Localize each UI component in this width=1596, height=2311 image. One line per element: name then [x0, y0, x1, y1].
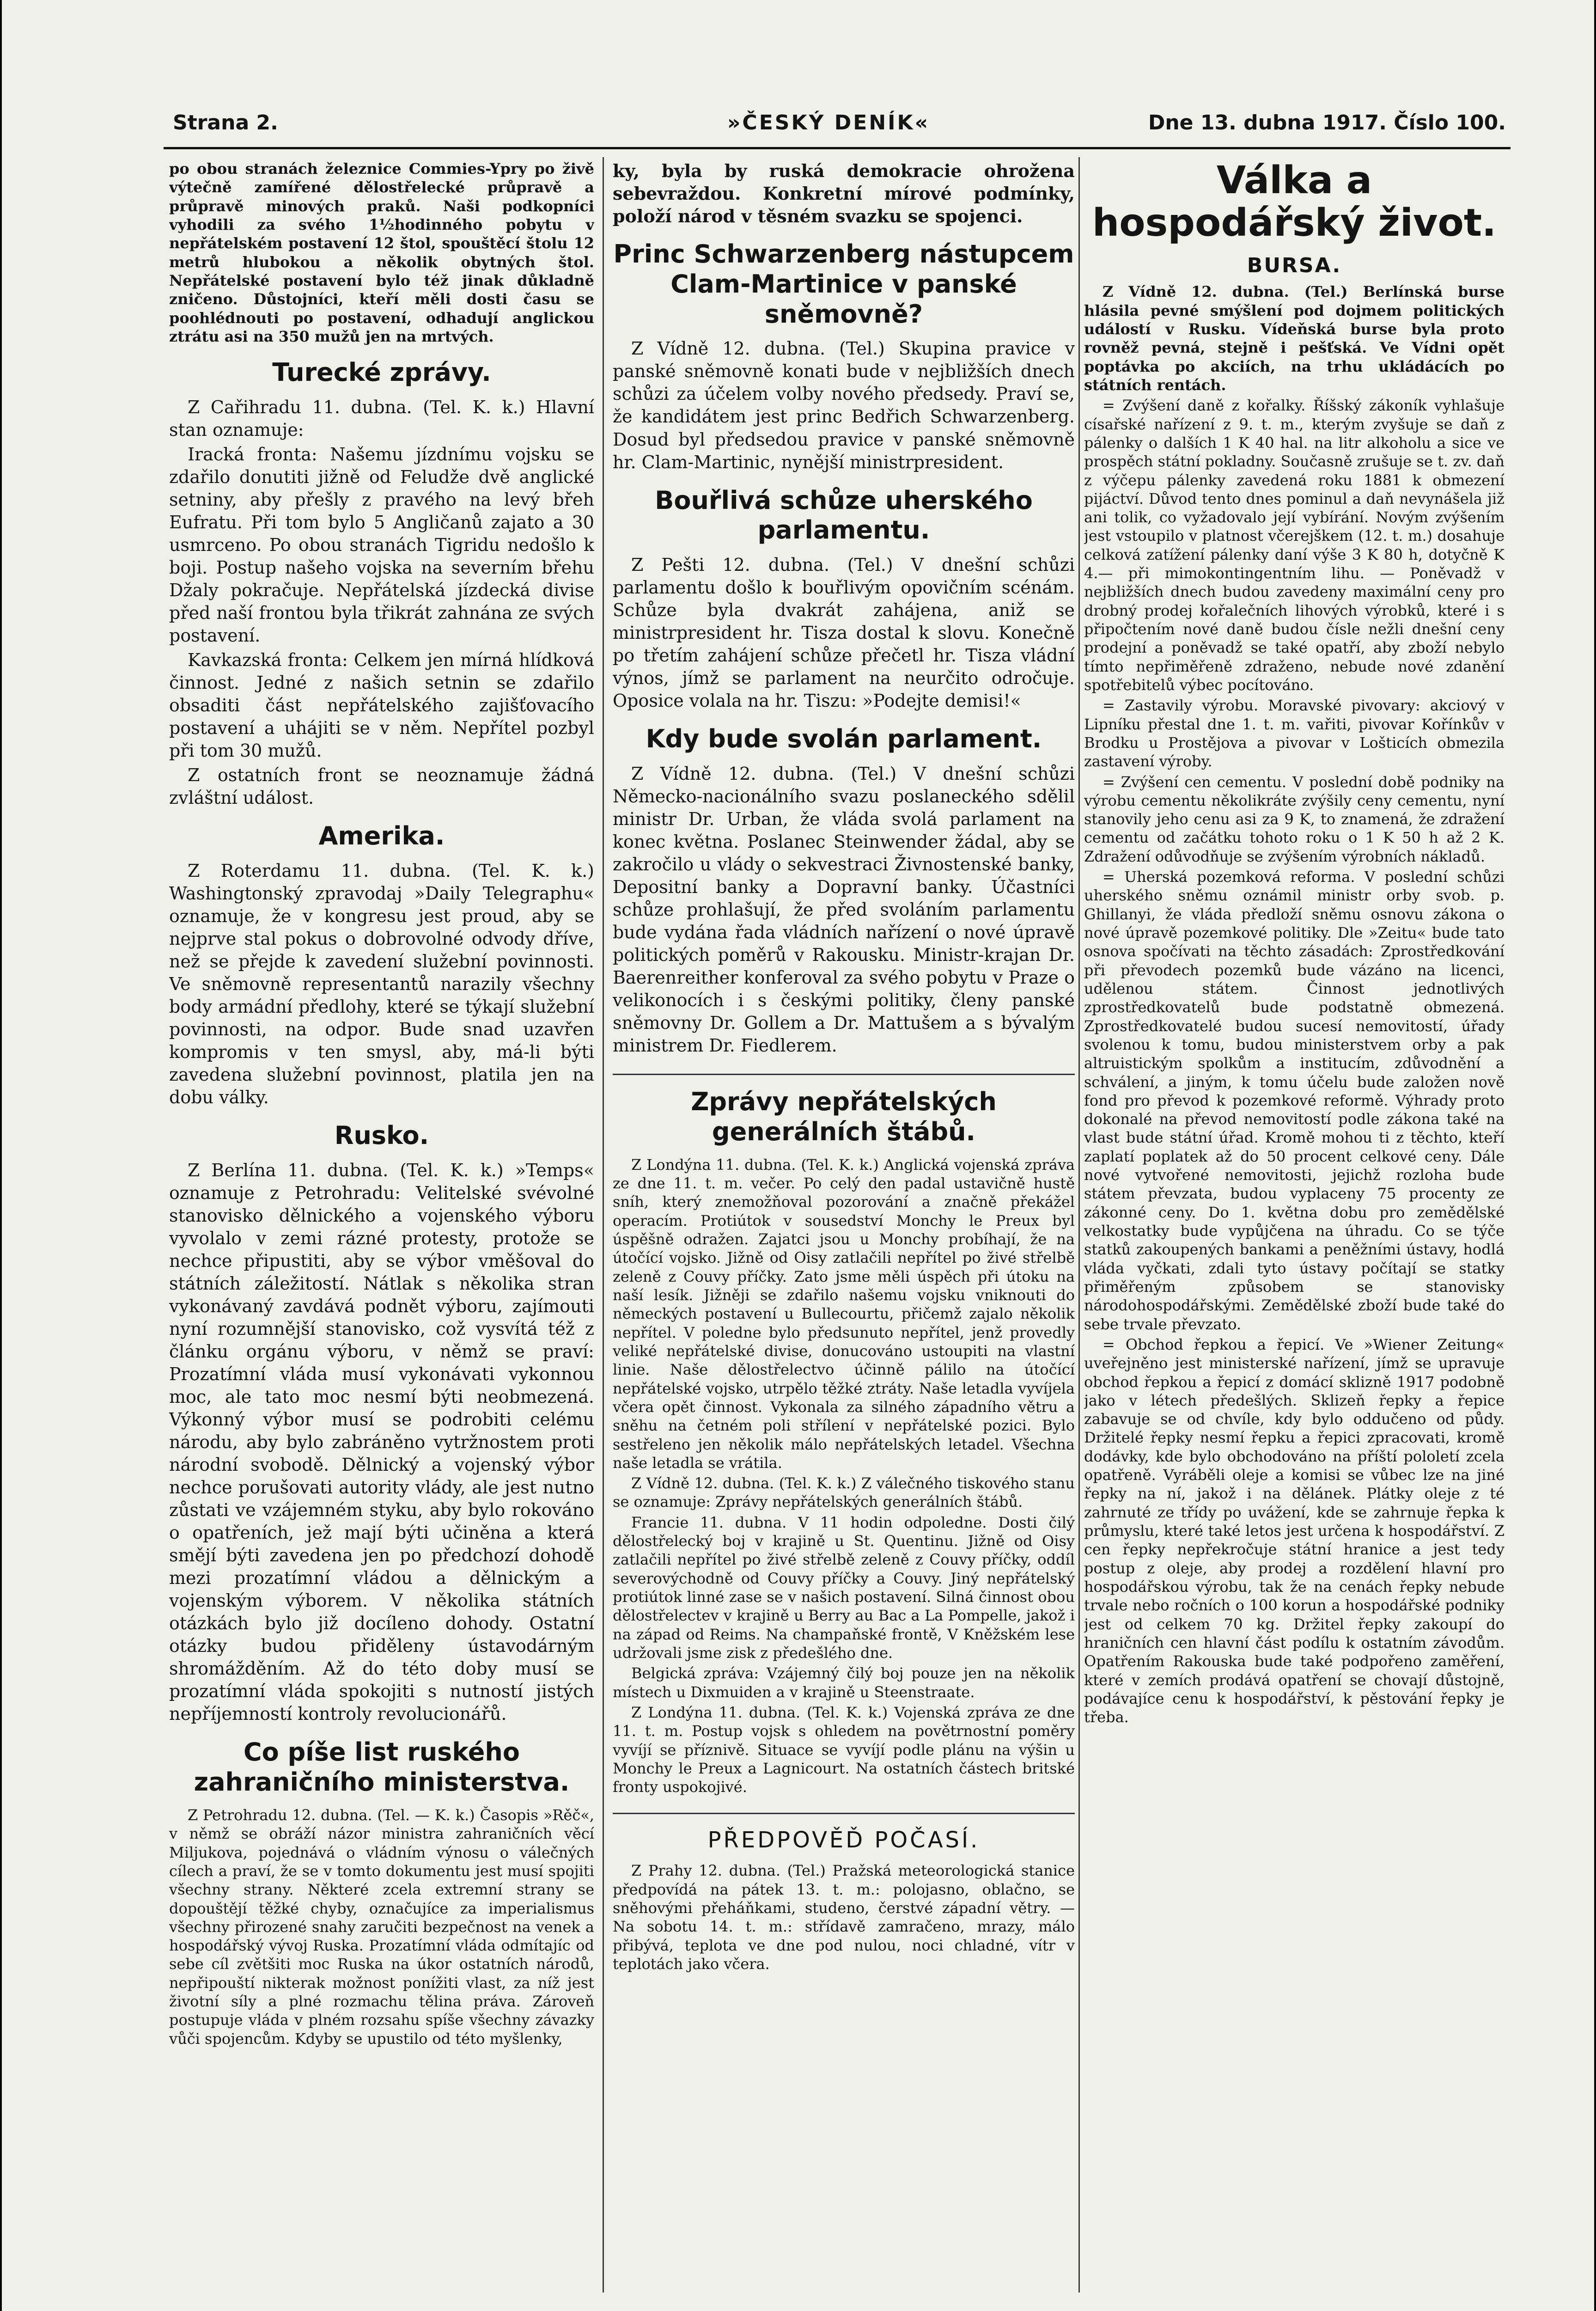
section-rule [613, 1074, 1075, 1075]
paragraph: Francie 11. dubna. V 11 hodin odpoledne. Dosti čilý dělostřelecký boj v krajině u St. Quentinu. Jižně od Oisy zatlačili nepřítel po živé střelbě zeleně z Couvy příčky, oddíl severovýchodně od Couvy příčky a Couvy. Jiný nepřátelský protiútok linné zase se v našich postavení. Silná činnost obou dělostřelectev v krajině u Berry au Bac a La Pompelle, jakož i na západ od Reims. Na champaňské frontě, V Kněžském lese udržovali jsme zisk z předešlého dne. [613, 1513, 1075, 1662]
paragraph: Z Pešti 12. dubna. (Tel.) V dnešní schůzi parlamentu došlo k bouřlivým opovičním scénám. Schůze byla dvakrát zahájena, aniž se ministrpresident hr. Tisza dostal k slovu. Konečně po třetím zahájení schůze přečetl hr. Tisza vládní výnos, jímž se parlament na neurčito odročuje. Oposice volala na hr. Tiszu: »Podejte demisi!« [613, 555, 1075, 711]
column-1 [169, 159, 594, 2281]
column-divider [1078, 157, 1080, 2293]
paragraph: Z Vídně 12. dubna. (Tel.) Berlínská burse hlásila pevné smýšlení pod dojmem politických událostí v Rusku. Vídeňská burse byla proto rovněž pevná, stejně i pešťská. Ve Vídni opět poptávka po akciích, na trhu ukládácích po státních rentách. [1084, 283, 1505, 394]
column-3 [1084, 159, 1505, 2281]
paragraph: = Zvýšení cen cementu. V poslední době podniky na výrobu cementu několikráte zvýšily ceny cementu, nyní stanovily jeho cenu asi za 9 K, to znamená, že zdražení cementu od začátku tohoto roku o 1 K 50 h až 2 K. Zdražení odůvodňuje se zvýšením výrobních nákladů. [1084, 773, 1505, 865]
paragraph: = Uherská pozemková reforma. V poslední schůzi uherského sněmu oznámil ministr orby svob. p. Ghillanyi, že vláda předloží sněmu osnovu zákona o nové úpravě pozemkové politiky. Dle »Zeitu« bude tato osnova spočívati na těchto zásadách: Zprostředkování při převodech pozemků bude vázáno na licenci, udělenou státem. Činnost jednotlivých zprostředkovatelů bude podstatně obmezená. Zprostředkovatelé budou sucesí nemovitostí, úřady svolenou k tomu, budou ministerstvem orby a pak altruistickým spolkům a institucím, zdůvodnění a schválení, a jiným, k tomu účelu bude založen nově fond pro převod k pozemkové reformě. Výhrady proto dokonalé na převod nemovitostí podle zákona také na vlast bude státní úřad. Kromě mohou ti z těchto, kteří zaplatí poplatek až do 50 procent celkové ceny. Dále nové vytvořené nemovitosti, jejichž rozloha bude státem převzata, budou vyplaceny 75 procenty ze zákonné ceny. Do 1. května dobu pro zemědělské velkostatky bude vypůjčena na úhradu. Co se týče statků zakoupených bankami a peněžními ústavy, hodlá vláda vyčkati, zdali tyto ústavy počítají se statky přiměřeným způsobem se stanovisky národohospodářskými. Zemědělské zboží bude také do sebe trvale převzato. [1084, 868, 1505, 1333]
heading-princ-schwarzenberg: Princ Schwarzenberg nástupcem Clam-Martinice v panské sněmovně? [613, 239, 1074, 329]
article-continuation: ky, byla by ruská demokracie ohrožena sebevraždou. Konkretní mírové podmínky, položí národ v těsném svazku se spojenci. [613, 160, 1075, 227]
paragraph: Z Londýna 11. dubna. (Tel. K. k.) Vojenská zpráva ze dne 11. t. m. Postup vojsk s ohledem na povětrnostní poměry vyvíjí se příznivě. Situace se vyvíjí podle plánu na výšin u Monchy le Preux a Lagnicourt. Na ostatních částech britské fronty uspokojivé. [613, 1703, 1075, 1796]
paragraph: Z Vídně 12. dubna. (Tel.) V dnešní schůzi Německo-nacionálního svazu poslaneckého sdělil ministr Dr. Urban, že vláda svolá parlament na konec května. Poslanec Steinwender žádal, aby se zakročilo u vlády o sekvestraci Živnostenské banky, Depositní banky a Dopravní banky. Účastníci schůze prohlašují, že před svoláním parlamentu bude vydána řada vládních nařízení o nové úpravě politických poměrů v Rakousku. Ministr-krajan Dr. Baerenreither konferoval za svého pobytu v Praze o velikonocích i s českými politiky, členy panské sněmovny Dr. Gollem a Dr. Mattušem a s bývalým ministrem Dr. Fiedlerem. [613, 764, 1075, 1056]
paragraph: = Zastavily výrobu. Moravské pivovary: akciový v Lipníku přestal dne 1. t. m. vařiti, pivovar Kořínkův v Brodku u Prostějova a pivovar v Lošticích obmezila zastavení výroby. [1084, 697, 1505, 770]
heading-co-pise-list: Co píše list ruského zahraničního ministerstva. [194, 1737, 570, 1797]
paragraph: Kavkazská fronta: Celkem jen mírná hlídková činnost. Jedné z našich setnin se zdařilo obsaditi část nepřátelského zajišťovacího postavení a uhájiti se v něm. Nepřítel pozbyl při tom 30 mužů. [169, 650, 594, 761]
paragraph: Z ostatních front se neoznamuje žádná zvláštní událost. [169, 765, 594, 808]
page-number: Strana 2. [173, 111, 278, 135]
paragraph: Z Londýna 11. dubna. (Tel. K. k.) Anglická vojenská zpráva ze dne 11. t. m. večer. Po celý den padal ustavičně hustě sníh, který znemožňoval pozorování a značně překážel operacím. Protiútok v sousedství Monchy le Preux byl úspěšně odražen. Zajatci jsou u Monchy probíhají, že na útočící vojsko. Jižně od Oisy zatlačili nepřítel po živé střelbě zeleně z Couvy příčky. Zato jsme měli úspěch při útoku na naší lesík. Jižněji se zdařilo našemu vojsku vniknouti do německých postavení u Bullecourtu, přičemž zajalo několik nepřítel. V poledne bylo předsunuto nepřítel, jenž provedly veliké nepřátelské divise, donucováno ustoupiti na vlastní linie. Naše dělostřelectvo účinně pálilo na útočící nepřátelské vojsko, utrpělo těžké ztráty. Naše letadla vyvíjela včera opět činnost. Vykonala za silného západního větru a sněhu na četném poli střílení v nepřátelské pozici. Bylo sestřeleno jen několik málo nepřátelských letadel. Všechna naše letadla se vrátila. [613, 1156, 1075, 1472]
newspaper-title: »ČESKÝ DENÍK« [727, 111, 930, 135]
heading-zpravy-nepratelskych: Zprávy nepřátelských generálních štábů. [691, 1087, 997, 1147]
column-divider [603, 157, 604, 2293]
paragraph: = Obchod řepkou a řepicí. Ve »Wiener Zeitung« uveřejněno jest ministerské nařízení, jímž se upravuje obchod řepkou a řepicí z domácí sklizně 1917 podobně jako v létech předešlých. Sklizeň řepky a řepice zabavuje se od chvíle, kdy bylo oddučeno od půdy. Držitelé řepky nesmí řepku a řepici zpracovati, kromě dodávky, kde bylo obchodováno na příští pololetí zcela opatřeně. Vyráběli oleje a komisi se vůbec lze na jiné řepky na ní, jakož i na dělánek. Plátky oleje z té zahrnuté ze třídy po uvážení, kde se zahrnuje řepka k průmyslu, které také letos jest určena k hospodářství. Z cen řepky nepřekročuje státní hranice a jest tedy postup z oleje, aby prodej a rozdělení hlavní pro hospodářskou výrobu, tak že na cenách řepky nebude trvale nebo ročních o 100 korun a hospodářské podniky jest od celkem 70 kg. Držitel řepky zakoupí do hraničních cen hlavní část podílu k ostatním závodům. Opatřením Rakouska bude také podpořeno zaměření, které v zemích prodává opatření se chovají důstojně, podávajíce cenu k hospodářství, k pěstování řepky je třeba. [1084, 1335, 1505, 1726]
paragraph: = Zvýšení daně z kořalky. Říšský zákoník vyhlašuje císařské nařízení z 9. t. m., kterým zvyšuje se daň z pálenky o dalších 1 K 40 hal. na litr alkoholu a sice ve prospěch státní pokladny. Současně zrušuje se t. zv. daň z výčepu pálenky zavedená roku 1881 k obmezení pijáctví. Důvod tento dnes pominul a daň nevynášela již ani tolik, co vyžadovalo její vybírání. Novým zvýšením jest vstoupilo v platnost včerejškem (12. t. m.) dosahuje celková zatížení pálenky daní výše 3 K 80 h, dotyčně K 4.— při mimokontingentním lihu. — Poněvadž v nejbližších dnech budou zavedeny maximální ceny pro drobný prodej kořalečních lihových výrobků, které i s připočtením nové daně budou čísle nežli dnešní ceny prodejní a poněvadž se také opatří, aby zboží nebylo tímto nepřiměřeně zdraženo, nebude nové zdanění spotřebitelů výbec pocítováno. [1084, 397, 1505, 694]
article-continuation: po obou stranách železnice Commies-Ypry po živě výtečně zamířené dělostřelecké průpravě a průpravě minových praků. Naši podkopníci vyhodili za svého 1½hodinného pobytu v nepřátelském postavení 12 štol, spouštěcí štolu 12 metrů hlubokou a několik obytných štol. Nepřátelské postavení bylo též jinak důkladně zničeno. Důstojníci, kteří měli dosti času se poohlédnouti po postavení, odhadují anglickou ztrátu asi na 350 mužů jen na mrtvých. [169, 160, 594, 345]
masthead-rule [164, 147, 1511, 149]
paragraph: Z Vídně 12. dubna. (Tel.) Skupina pravice v panské sněmovně konati bude v nejbližších dnech schůzi za účelem volby nového předsedy. Praví se, že kandidátem jest princ Bedřich Schwarzenberg. Dosud byl předsedou pravice v panské sněmovně hr. Clam-Martinic, nynější ministrpresident. [613, 338, 1075, 472]
section-rule [613, 1813, 1075, 1814]
paragraph: Iracká fronta: Našemu jízdnímu vojsku se zdařilo donutiti jižně od Feludže dvě anglické setniny, aby přešly z pravého na levý břeh Eufratu. Při tom bylo 5 Angličanů zajato a 30 usmrceno. Po obou stranách Tigridu nedošlo k boji. Postup našeho vojska na severním břehu Džaly pokračuje. Nepřátelská jízdecká divise před naší frontou byla třikrát zahnána ze svých postavení. [169, 444, 594, 646]
subheading-bursa: BURSA. [1247, 253, 1342, 277]
masthead [164, 111, 1511, 139]
heading-turecke-zpravy: Turecké zprávy. [272, 358, 491, 387]
paragraph: Z Vídně 12. dubna. (Tel. K. k.) Z válečného tiskového stanu se oznamuje: Zprávy nepřátelských generálních štábů. [613, 1474, 1075, 1511]
column-2 [613, 159, 1075, 2281]
paragraph: Belgická zpráva: Vzájemný čilý boj pouze jen na několik místech u Dixmuiden a v krajině u Steenstraate. [613, 1664, 1075, 1701]
newspaper-page [2, 0, 1594, 2311]
paragraph: Z Prahy 12. dubna. (Tel.) Pražská meteorologická stanice předpovídá na pátek 13. t. m.: polojasno, oblačno, se sněhovými přeháňkami, studeno, čerstvé západní větry. — Na sobotu 14. t. m.: střídavě zamračeno, mrazy, málo přibývá, teplota ve dne pod nulou, noci chladné, vítr v teplotách jako včera. [613, 1862, 1075, 1973]
heading-predpoved-pocasi: PŘEDPOVĚĎ POČASÍ. [707, 1827, 980, 1853]
heading-bourliva-schuze: Bouřlivá schůze uherského parlamentu. [655, 485, 1033, 545]
paragraph: Z Berlína 11. dubna. (Tel. K. k.) »Temps« oznamuje z Petrohradu: Velitelské svévolné stanovisko dělnického a vojenského výboru vyvolalo v zemi rázné protesty, protože se nechce připustiti, aby se výbor vměšoval do státních záležitostí. Nátlak s několika stran vykonávaný zavdává podnět výboru, zajímouti nyní rozumnější stanovisko, což vysvítá též z článku orgánu výboru, v němž se praví: Prozatímní vláda musí vykonávati vykonnou moc, ale tato moc nesmí býti neobmezená. Výkonný výbor musí se podrobiti celému národu, aby bylo zabráněno vytržnostem proti národní svobodě. Dělnický a vojenský výbor nechce porušovati autority vlády, ale jest nutno zůstati ve vzájemném styku, aby bylo rokováno o opatřeních, jež mají býti učiněna a která smějí býti zavedena jen po předchozí dohodě mezi prozatímní vládou a dělnickým a vojenským výborem. V několika státních otázkách bylo již docíleno dohody. Ostatní otázky budou přiděleny ústavodárným shromážděním. Až do této doby musí se prozatímní vláda spokojiti s nutností jistých nepříjemností kontroly revolucionářů. [169, 1160, 594, 1724]
heading-valka-a-hospodarsky-zivot: Válka a hospodářský život. [1092, 159, 1497, 245]
heading-kdy-bude-svolan: Kdy bude svolán parlament. [646, 724, 1042, 754]
heading-amerika: Amerika. [318, 821, 445, 851]
paragraph: Z Roterdamu 11. dubna. (Tel. K. k.) Washingtonský zpravodaj »Daily Telegraphu« oznamuje, že v kongresu jest proud, aby se nejprve stal pokus o dobrovolné odvody dříve, než se přejde k zavedení služební povinnosti. Ve sněmovně representantů narazily všechny body armádní předlohy, které se týkají služební povinnosti, na odpor. Bude snad uzavřen kompromis v ten smysl, aby, má-li býti zavedena služební povinnost, platila jen na dobu války. [169, 861, 594, 1108]
issue-date: Dne 13. dubna 1917. Číslo 100. [1148, 111, 1506, 135]
paragraph: Z Petrohradu 12. dubna. (Tel. — K. k.) Časopis »Rěč«, v němž se obráží názor ministra zahraničních věcí Miljukova, pojednává o vládním výnosu o válečných cílech a praví, že se v tomto dokumentu jest musí spojiti všechny strany. Některé zcela extremní strany se dopouštějí těžké chyby, označujíce za imperialismus všechny přirozené snahy zaručiti bezpečnost na venek a hospodářský vývoj Ruska. Prozatímní vláda odmítajíc od sebe cíl zvětšiti moc Ruska na úkor ostatních národů, nepřipouští nikterak možnost ponížiti vlast, za níž jest životní síly a plné rozmachu tělina práva. Zároveň postupuje vláda v plném rozsahu spíše všechny závazky vůči spojencům. Kdyby se upustilo od této myšlenky, [169, 1806, 594, 2048]
heading-rusko: Rusko. [334, 1121, 429, 1150]
paragraph: Z Cařihradu 11. dubna. (Tel. K. k.) Hlavní stan oznamuje: [169, 397, 594, 440]
